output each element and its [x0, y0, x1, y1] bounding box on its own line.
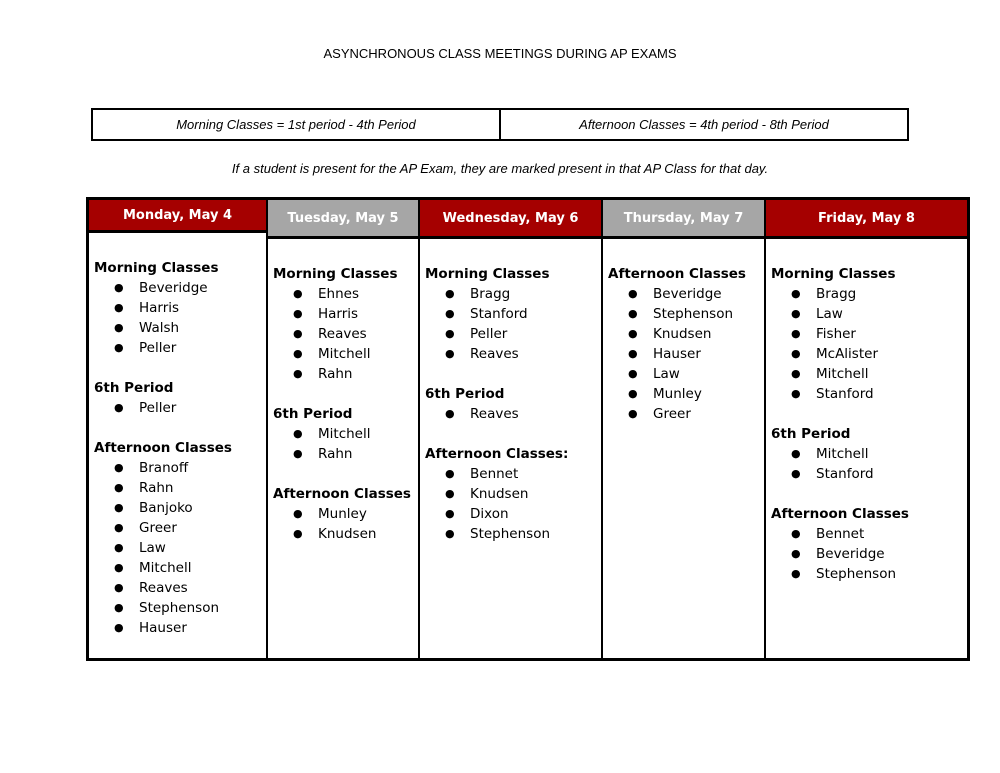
teacher-item: ● Knudsen [273, 524, 418, 544]
teacher-item: ● Dixon [425, 504, 601, 524]
attendance-note: If a student is present for the AP Exam, they are marked present in that AP Class for that day. [231, 161, 769, 176]
day-column [418, 200, 601, 658]
teacher-item: ● Ehnes [273, 284, 418, 304]
teacher-item: ● Munley [273, 504, 418, 524]
teacher-item: ● Law [608, 364, 764, 384]
teacher-item: ● Mitchell [273, 424, 418, 444]
teacher-item: ● Mitchell [94, 558, 266, 578]
teacher-list [273, 284, 418, 384]
teacher-list [771, 444, 967, 484]
teacher-item: ● Munley [608, 384, 764, 404]
day-body [420, 239, 601, 564]
teacher-item: ● Beveridge [94, 278, 266, 298]
teacher-item: ● Reaves [425, 344, 601, 364]
day-body [89, 233, 266, 658]
teacher-item: ● Law [94, 538, 266, 558]
period-ranges-table [91, 108, 909, 141]
teacher-item: ● Rahn [94, 478, 266, 498]
teacher-list [425, 284, 601, 364]
day-body [603, 239, 764, 444]
day-column [764, 200, 967, 658]
teacher-item: ● Banjoko [94, 498, 266, 518]
day-column [266, 200, 418, 658]
day-body [268, 239, 418, 564]
teacher-item: ● Hauser [608, 344, 764, 364]
day-header: Friday, May 8 [766, 200, 967, 239]
teacher-item: ● Reaves [425, 404, 601, 424]
teacher-list [94, 398, 266, 418]
teacher-item: ● Reaves [94, 578, 266, 598]
section-heading: Afternoon Classes [771, 506, 909, 522]
teacher-item: ● Hauser [94, 618, 266, 638]
teacher-list [425, 464, 601, 544]
schedule-table [86, 197, 970, 661]
teacher-list [273, 504, 418, 544]
teacher-list [771, 284, 967, 404]
section-heading: 6th Period [771, 426, 851, 442]
day-header: Tuesday, May 5 [268, 200, 418, 239]
teacher-item: ● Stanford [771, 384, 967, 404]
section-heading: 6th Period [94, 380, 174, 396]
afternoon-range: Afternoon Classes = 4th period - 8th Period [499, 110, 907, 139]
teacher-item: ● Greer [94, 518, 266, 538]
teacher-item: ● Rahn [273, 364, 418, 384]
teacher-item: ● Stanford [771, 464, 967, 484]
section-heading: Afternoon Classes: [425, 446, 569, 462]
teacher-item: ● Bennet [425, 464, 601, 484]
teacher-list [608, 284, 764, 424]
day-column [601, 200, 764, 658]
section-heading: Afternoon Classes [94, 440, 232, 456]
teacher-item: ● Peller [425, 324, 601, 344]
teacher-item: ● Stephenson [94, 598, 266, 618]
teacher-item: ● Beveridge [608, 284, 764, 304]
teacher-item: ● Harris [273, 304, 418, 324]
teacher-item: ● Stephenson [771, 564, 967, 584]
day-header: Thursday, May 7 [603, 200, 764, 239]
section-heading: Morning Classes [425, 266, 550, 282]
teacher-item: ● McAlister [771, 344, 967, 364]
teacher-item: ● Stanford [425, 304, 601, 324]
teacher-item: ● Fisher [771, 324, 967, 344]
page-title: ASYNCHRONOUS CLASS MEETINGS DURING AP EXAMS [323, 46, 677, 61]
teacher-list [94, 458, 266, 638]
section-heading: 6th Period [273, 406, 353, 422]
teacher-item: ● Law [771, 304, 967, 324]
teacher-item: ● Rahn [273, 444, 418, 464]
section-heading: Afternoon Classes [608, 266, 746, 282]
teacher-item: ● Mitchell [273, 344, 418, 364]
teacher-item: ● Bennet [771, 524, 967, 544]
section-heading: 6th Period [425, 386, 505, 402]
teacher-list [273, 424, 418, 464]
day-header: Monday, May 4 [89, 200, 266, 233]
teacher-item: ● Branoff [94, 458, 266, 478]
teacher-item: ● Peller [94, 338, 266, 358]
teacher-list [425, 404, 601, 424]
teacher-item: ● Knudsen [425, 484, 601, 504]
teacher-item: ● Bragg [425, 284, 601, 304]
teacher-item: ● Harris [94, 298, 266, 318]
section-heading: Morning Classes [94, 260, 219, 276]
day-column [89, 200, 266, 658]
teacher-list [771, 524, 967, 584]
day-body [766, 239, 967, 604]
teacher-item: ● Mitchell [771, 364, 967, 384]
morning-range: Morning Classes = 1st period - 4th Period [176, 117, 416, 132]
day-header: Wednesday, May 6 [420, 200, 601, 239]
teacher-item: ● Mitchell [771, 444, 967, 464]
teacher-item: ● Bragg [771, 284, 967, 304]
section-heading: Morning Classes [273, 266, 398, 282]
section-heading: Afternoon Classes [273, 486, 411, 502]
teacher-item: ● Stephenson [425, 524, 601, 544]
teacher-item: ● Walsh [94, 318, 266, 338]
teacher-item: ● Knudsen [608, 324, 764, 344]
section-heading: Morning Classes [771, 266, 896, 282]
teacher-item: ● Peller [94, 398, 266, 418]
teacher-item: ● Greer [608, 404, 764, 424]
teacher-item: ● Reaves [273, 324, 418, 344]
teacher-item: ● Beveridge [771, 544, 967, 564]
teacher-list [94, 278, 266, 358]
teacher-item: ● Stephenson [608, 304, 764, 324]
